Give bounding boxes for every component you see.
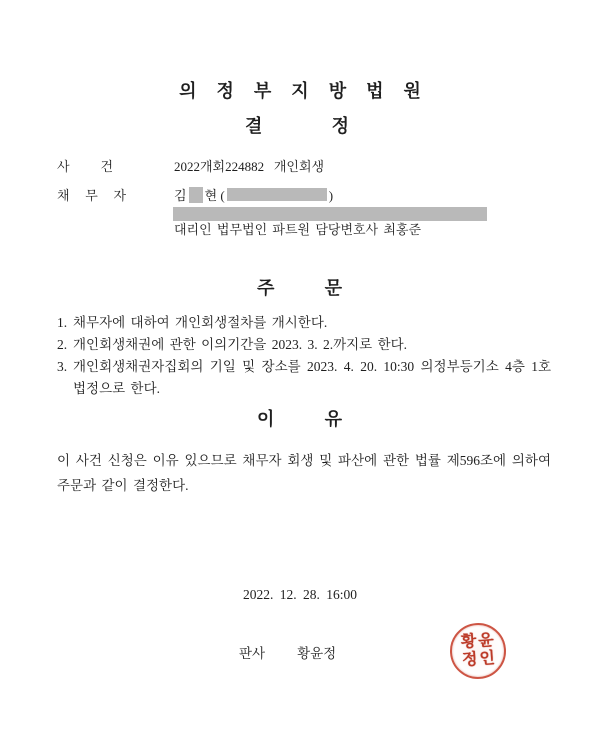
judge-signature-line [239,645,336,663]
judge-label: 판사 [239,646,266,661]
order-item-number: 2. [57,337,68,352]
debtor-label-char: 채 [57,188,70,203]
paren-open: ( [220,188,225,203]
decision-heading [245,115,349,137]
order-item [57,356,551,400]
decision-heading-char: 결 [245,116,263,136]
court-title: 의정부지방법원 [179,81,441,101]
order-item-text: 채무자에 대하여 개인회생절차를 개시한다. [73,315,328,330]
debtor-label-char: 무 [85,188,98,203]
decision-datetime: 2022. 12. 28. 16:00 [242,587,357,602]
debtor-surname: 김 [174,188,187,203]
judge-name: 황윤정 [297,646,337,661]
reason-heading-char: 유 [324,409,342,429]
name-redaction-box [189,187,203,203]
attorney-line: 대리인 법무법인 파트원 담당변호사 최홍준 [174,222,422,237]
case-label-char: 건 [100,159,113,174]
case-label [57,158,113,176]
seal-text-row: 황윤 [460,631,497,652]
order-heading-char: 문 [324,278,342,298]
case-number-value: 2022개회224882 개인회생 [174,159,325,174]
reason-paragraph: 이 사건 신청은 이유 있으므로 채무자 회생 및 파산에 관한 법률 제596조에 의하여 주문과 같이 결정한다. [57,453,551,493]
debtor-label [57,187,126,205]
case-label-char: 사 [57,159,70,174]
id-redaction-box [227,188,327,201]
order-heading [257,277,342,299]
order-list [57,312,551,400]
decision-heading-char: 정 [331,116,349,136]
order-item [57,312,551,334]
debtor-name [174,187,333,205]
order-item [57,334,551,356]
order-item-text: 개인회생채권자집회의 기일 및 장소를 2023. 4. 20. 10:30 의정부등기소 4층 1호법정으로 한다. [73,359,551,396]
seal-text-row: 정인 [461,649,498,670]
reason-heading [257,408,342,430]
order-item-number: 3. [57,359,68,374]
order-item-number: 1. [57,315,68,330]
paren-close: ) [328,188,334,203]
judge-seal-icon [448,621,508,681]
reason-heading-char: 이 [257,409,275,429]
debtor-label-char: 자 [113,188,126,203]
address-redaction-bar [173,207,487,221]
order-item-text: 개인회생채권에 관한 이의기간을 2023. 3. 2.까지로 한다. [73,337,408,352]
debtor-given-name: 현 [204,188,218,203]
order-heading-char: 주 [257,278,275,298]
